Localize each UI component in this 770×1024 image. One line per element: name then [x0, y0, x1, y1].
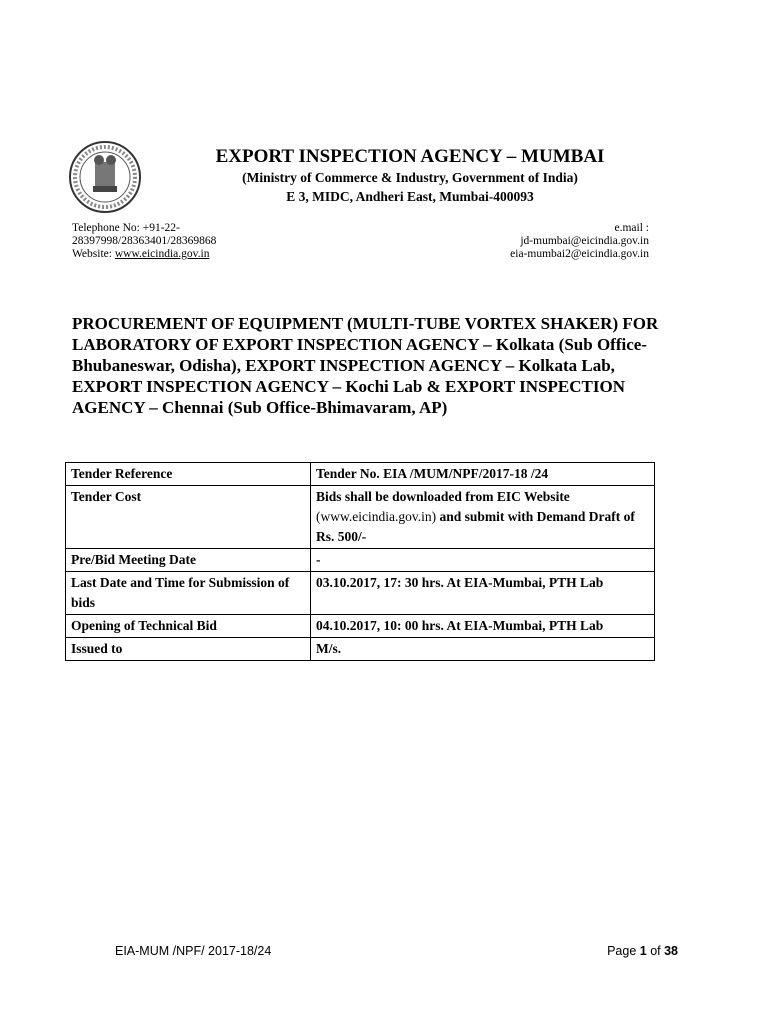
tender-cost-label: Tender Cost	[66, 486, 311, 549]
opening-label: Opening of Technical Bid	[66, 615, 311, 638]
website-label: Website:	[72, 248, 112, 260]
table-row	[66, 615, 655, 638]
contact-block-right	[510, 222, 649, 261]
email-address-2[interactable]: eia-mumbai2@eicindia.gov.in	[510, 248, 649, 260]
prebid-value: -	[311, 549, 655, 572]
page-prefix: Page	[607, 944, 640, 958]
tender-reference-label: Tender Reference	[66, 463, 311, 486]
telephone-numbers: 28397998/28363401/28369868	[72, 235, 217, 247]
email-label: e.mail :	[614, 222, 649, 234]
telephone-line: Telephone No: +91-22-	[72, 222, 180, 234]
table-row	[66, 463, 655, 486]
table-row	[66, 572, 655, 615]
tender-cost-text-2: and submit with Demand Draft of Rs. 500/-	[316, 509, 635, 544]
email-address-1[interactable]: jd-mumbai@eicindia.gov.in	[520, 235, 649, 247]
tender-cost-value	[311, 486, 655, 549]
table-row	[66, 638, 655, 661]
procurement-heading: PROCUREMENT OF EQUIPMENT (MULTI-TUBE VORTEX SHAKER) FOR LABORATORY OF EXPORT INSPECTION AGENCY – Kolkata (Sub Office-Bhubaneswar, Odisha), EXPORT INSPECTION AGENCY – Kolkata Lab, EXPORT INSPECTION AGENCY – Kochi Lab & EXPORT INSPECTION AGENCY – Chennai (Sub Office-Bhimavaram, AP)	[72, 314, 659, 417]
ministry-line: (Ministry of Commerce & Industry, Government of India)	[242, 170, 578, 185]
opening-value: 04.10.2017, 10: 00 hrs. At EIA-Mumbai, PTH Lab	[311, 615, 655, 638]
table-row	[66, 549, 655, 572]
page-of: of	[646, 944, 665, 958]
last-date-value: 03.10.2017, 17: 30 hrs. At EIA-Mumbai, PTH Lab	[311, 572, 655, 615]
table-row	[66, 486, 655, 549]
website-row	[72, 248, 216, 261]
tender-reference-value: Tender No. EIA /MUM/NPF/2017-18 /24	[311, 463, 655, 486]
footer-page-number	[607, 944, 678, 958]
address-line: E 3, MIDC, Andheri East, Mumbai-400093	[286, 189, 534, 204]
last-date-label: Last Date and Time for Submission of bids	[66, 572, 311, 615]
issued-to-label: Issued to	[66, 638, 311, 661]
tender-details-table	[65, 462, 655, 661]
page-total: 38	[664, 944, 678, 958]
agency-title: EXPORT INSPECTION AGENCY – MUMBAI	[215, 146, 605, 167]
issued-to-value: M/s.	[311, 638, 655, 661]
website-link[interactable]: www.eicindia.gov.in	[114, 248, 210, 260]
tender-cost-text-1: Bids shall be downloaded from EIC Website	[316, 489, 570, 504]
prebid-label: Pre/Bid Meeting Date	[66, 549, 311, 572]
tender-cost-website: (www.eicindia.gov.in)	[316, 509, 437, 524]
eia-seal-logo	[68, 140, 142, 214]
contact-block-left	[72, 222, 216, 261]
footer-doc-ref: EIA-MUM /NPF/ 2017-18/24	[115, 944, 272, 958]
page-current: 1	[639, 944, 647, 958]
